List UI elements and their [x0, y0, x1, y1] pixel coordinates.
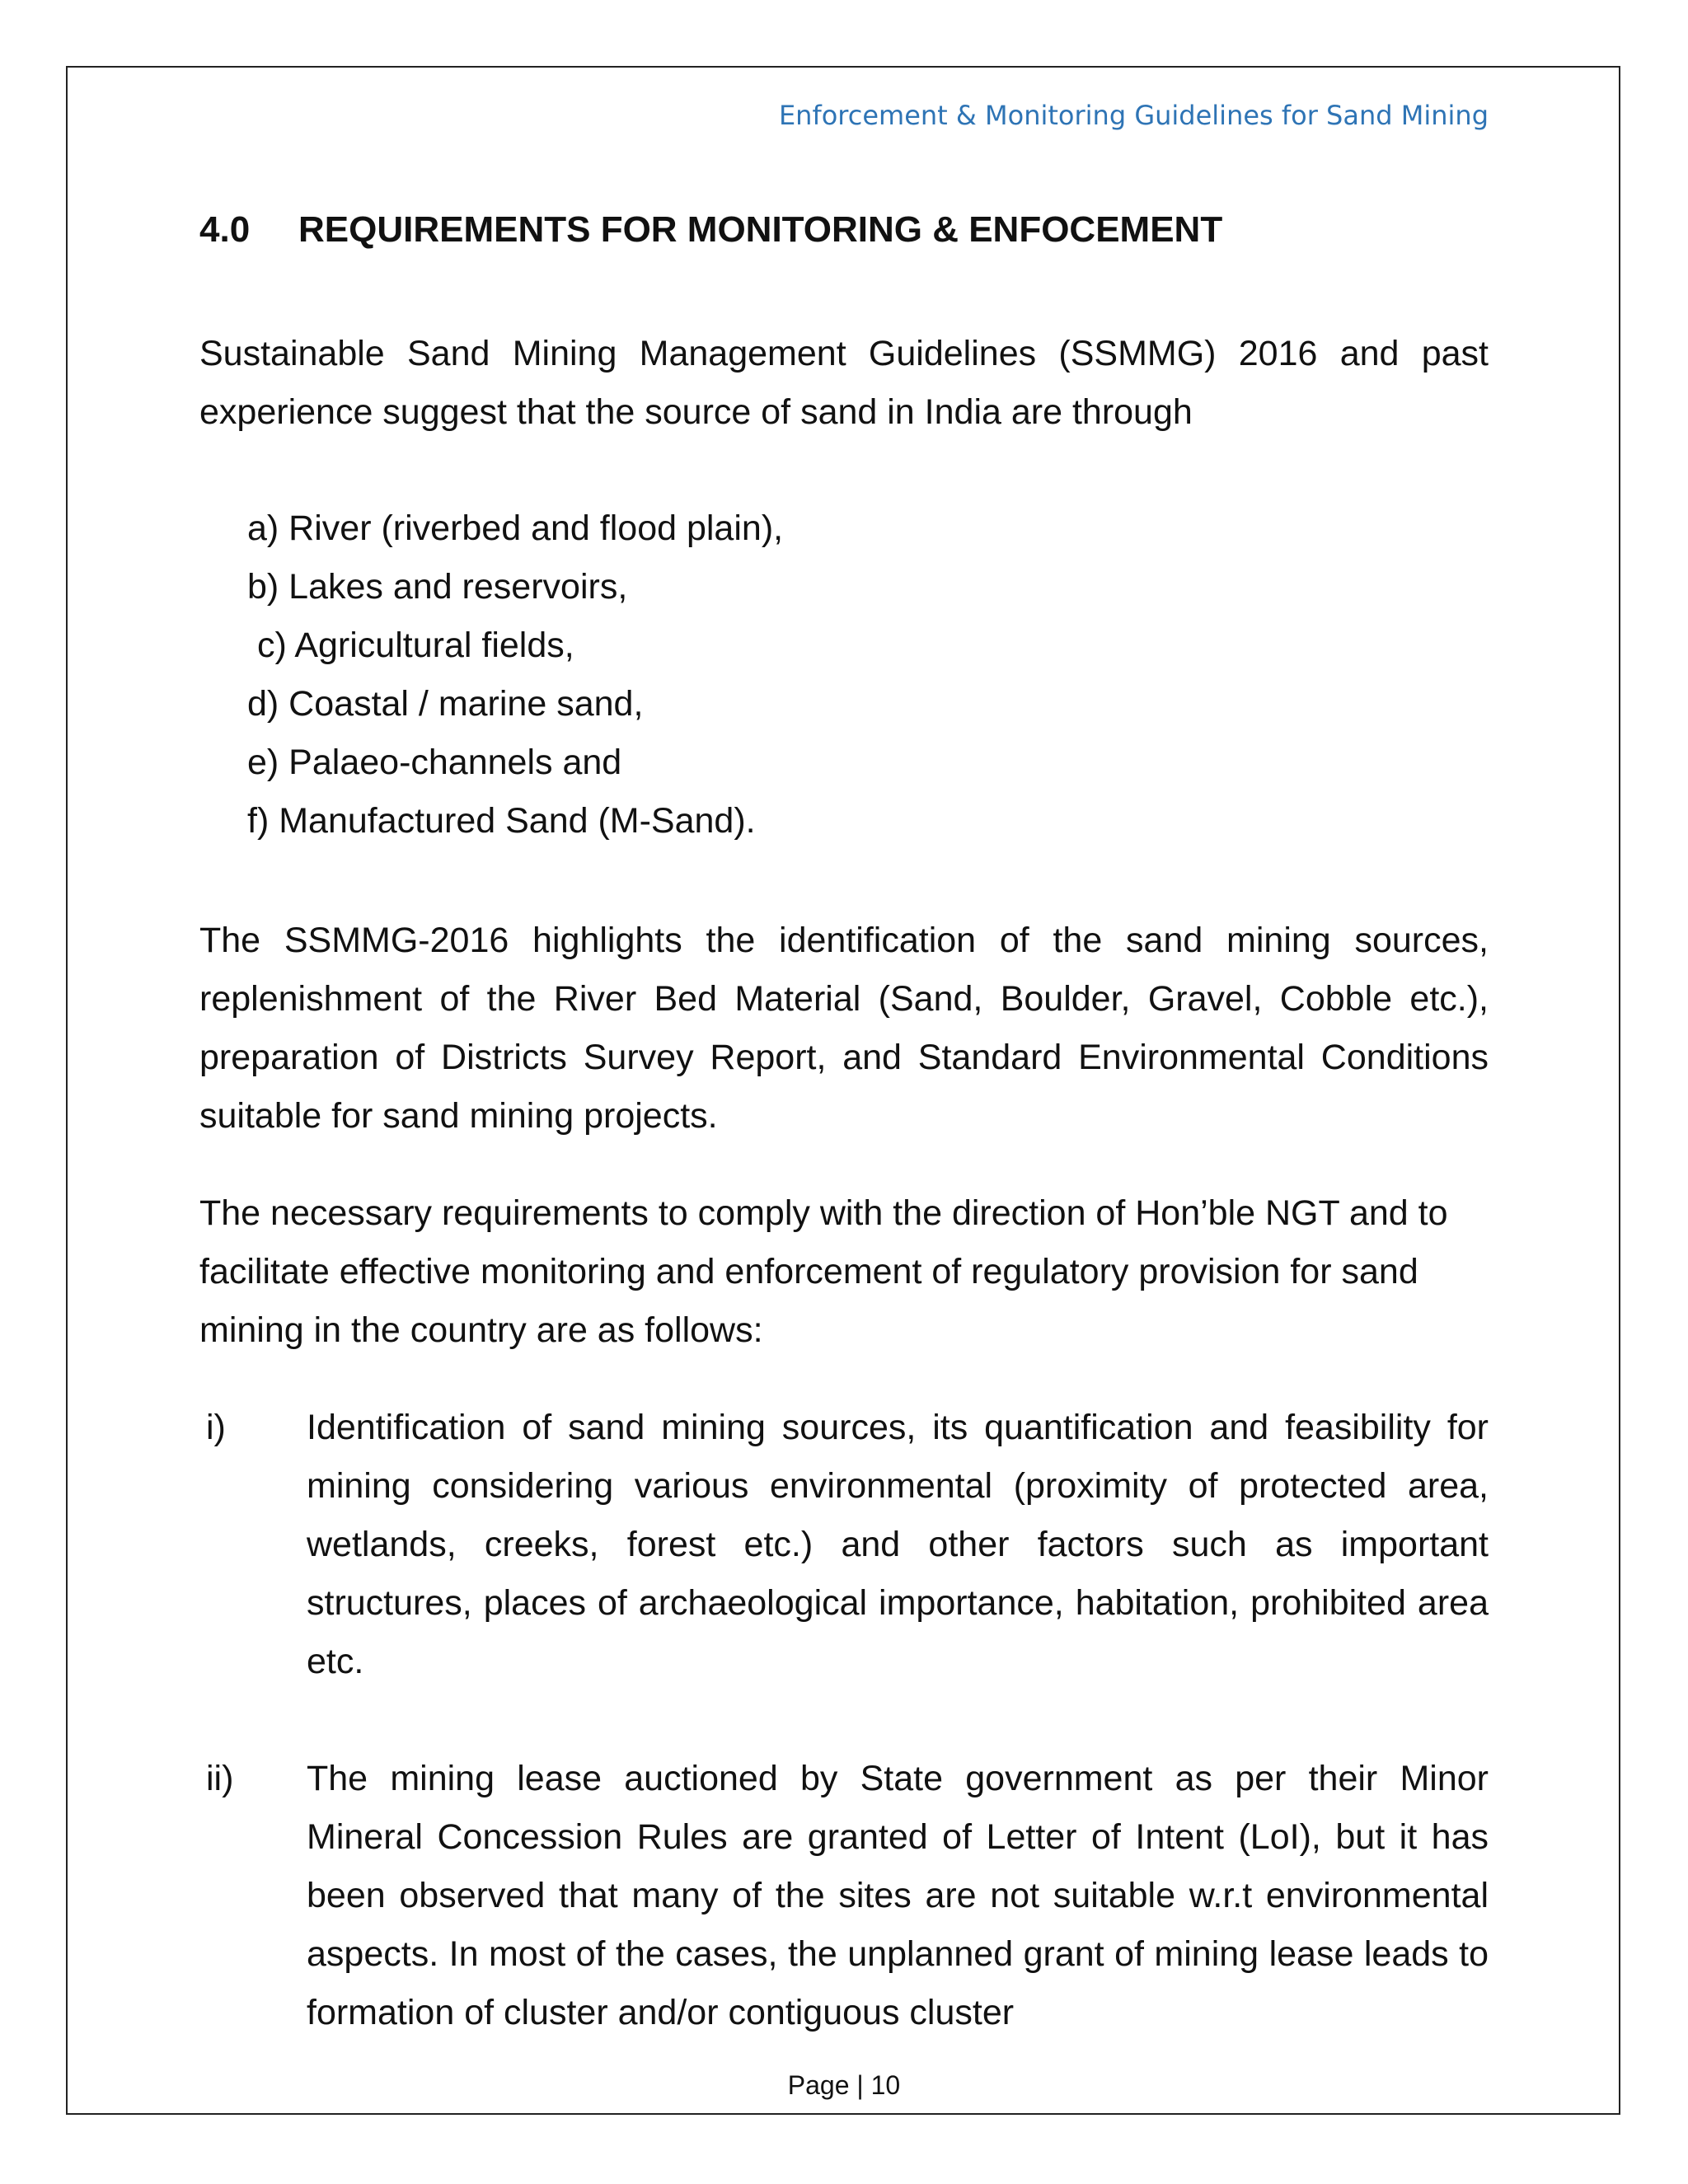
section-number: 4.0: [199, 209, 251, 250]
page-number: Page | 10: [787, 2070, 901, 2100]
requirement-marker: i): [206, 1408, 226, 1447]
sand-source-list: [247, 499, 783, 851]
list-item: e) Palaeo-channels and: [247, 743, 622, 782]
list-item: d) Coastal / marine sand,: [247, 684, 644, 724]
requirement-item-i: [199, 1399, 1489, 1691]
requirements-intro-paragraph: The necessary requirements to comply with the direction of Hon’ble NGT and to facilitate effective monitoring and enforcement of regulatory provision for sand mining in the country are as follows:: [199, 1193, 1448, 1350]
requirement-text: The mining lease auctioned by State government as per their Minor Mineral Concession Rules are granted of Letter of Intent (LoI), but it has been observed that many of the sites are not suitable w.r.t environmental aspects. In most of the cases, the unplanned grant of mining lease leads to formation of cluster and/or contiguous cluster: [307, 1759, 1489, 2032]
running-header: Enforcement & Monitoring Guidelines for Sand Mining: [778, 100, 1489, 131]
requirement-item-ii: [199, 1750, 1489, 2042]
list-item: f) Manufactured Sand (M-Sand).: [247, 801, 756, 841]
list-item: b) Lakes and reservoirs,: [247, 567, 628, 607]
section-heading: [199, 209, 1222, 251]
list-item: a) River (riverbed and flood plain),: [247, 509, 784, 548]
intro-paragraph: Sustainable Sand Mining Management Guidelines (SSMMG) 2016 and past experience suggest that the source of sand in India are through: [199, 334, 1489, 432]
section-title: REQUIREMENTS FOR MONITORING & ENFOCEMENT: [298, 209, 1223, 250]
requirement-text: Identification of sand mining sources, its quantification and feasibility for mining considering various environmental (proximity of protected area, wetlands, creeks, forest etc.) and other factors such as important structures, places of archaeological importance, habitation, prohibited area etc.: [307, 1408, 1489, 1681]
requirement-marker: ii): [206, 1759, 234, 1798]
list-item: c) Agricultural fields,: [247, 626, 574, 665]
ssmmg-paragraph: The SSMMG-2016 highlights the identification of the sand mining sources, replenishment of the River Bed Material (Sand, Boulder, Gravel, Cobble etc.), preparation of Districts Survey Report, and Standard Environmental Conditions suitable for sand mining projects.: [199, 921, 1489, 1136]
